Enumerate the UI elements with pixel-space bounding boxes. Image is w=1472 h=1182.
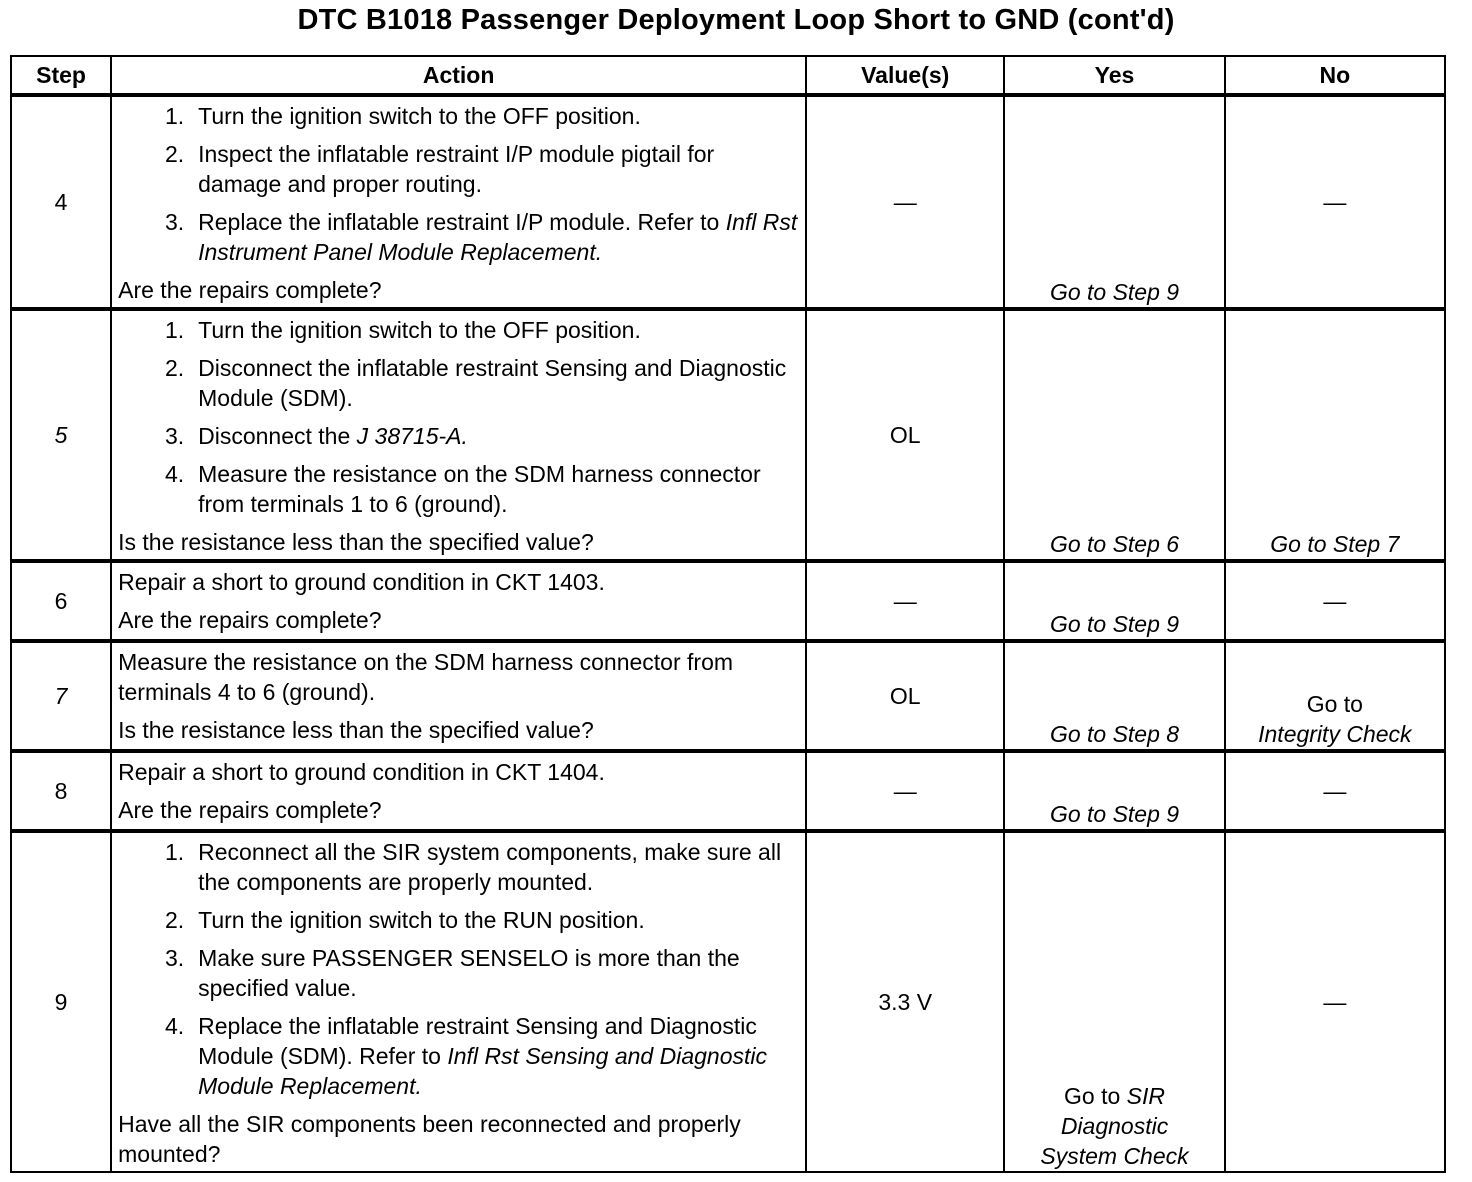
yes-cell — [1004, 309, 1224, 561]
action-cell — [111, 751, 806, 831]
table-row-step-5 — [11, 309, 1445, 561]
value-cell: — — [806, 561, 1004, 641]
action-item: 2. Turn the ignition switch to the RUN position. — [164, 907, 645, 933]
no-goto: Go to Step 7 — [1270, 531, 1400, 557]
yes-cell — [1004, 95, 1224, 309]
table-row-step-4 — [11, 95, 1445, 309]
value-cell: — — [806, 95, 1004, 309]
action-question: Have all the SIR components been reconnected and properly mounted? — [118, 1111, 741, 1167]
yes-cell — [1004, 751, 1224, 831]
page-title: DTC B1018 Passenger Deployment Loop Short to GND (cont'd) — [297, 4, 1175, 36]
yes-cell — [1004, 831, 1224, 1172]
value-cell: 3.3 V — [806, 831, 1004, 1172]
action-item: 4. Measure the resistance on the SDM harness connector from terminals 1 to 6 (ground). — [164, 461, 761, 517]
yes-goto: Go to Step 9 — [1049, 801, 1180, 827]
diagnostic-table — [10, 55, 1446, 1173]
no-cell: — — [1225, 751, 1445, 831]
yes-goto: Go to Step 6 — [1049, 531, 1180, 557]
table-row-step-9 — [11, 831, 1445, 1172]
no-cell: — — [1225, 95, 1445, 309]
header-no: No — [1225, 56, 1445, 95]
action-item: 2. Disconnect the inflatable restraint Sensing and Diagnostic Module (SDM). — [164, 355, 787, 411]
action-question: Is the resistance less than the specified value? — [118, 529, 594, 555]
action-item: 1. Reconnect all the SIR system components, make sure all the components are properly mounted. — [164, 839, 782, 895]
action-text: Repair a short to ground condition in CKT 1404. — [118, 759, 605, 785]
action-item: 2. Inspect the inflatable restraint I/P module pigtail for damage and proper routing. — [164, 141, 715, 197]
header-yes: Yes — [1004, 56, 1224, 95]
yes-cell — [1004, 561, 1224, 641]
tool-reference: J 38715-A. — [356, 423, 468, 449]
action-cell — [111, 561, 806, 641]
action-item: 3. Make sure PASSENGER SENSELO is more than the specified value. — [164, 945, 740, 1001]
no-cell: — — [1225, 561, 1445, 641]
table-row-step-8 — [11, 751, 1445, 831]
action-question: Are the repairs complete? — [118, 797, 382, 823]
action-question: Is the resistance less than the specified value? — [118, 717, 594, 743]
step-number: 4 — [11, 95, 111, 309]
action-item: 1. Turn the ignition switch to the OFF position. — [164, 103, 641, 129]
integrity-check-reference: Integrity Check — [1258, 721, 1412, 747]
action-item: 3. Disconnect the J 38715-A. — [164, 423, 468, 449]
step-number: 7 — [11, 641, 111, 751]
action-question: Are the repairs complete? — [118, 607, 382, 633]
no-goto-prefix: Go to — [1306, 691, 1363, 717]
header-row — [11, 56, 1445, 95]
no-cell — [1225, 641, 1445, 751]
action-item: 4. Replace the inflatable restraint Sensing and Diagnostic Module (SDM). Refer to Infl Rst Sensing and Diagnostic Module Replacement. — [164, 1013, 767, 1099]
sir-check-reference-line3: System Check — [1040, 1143, 1189, 1169]
step-number: 8 — [11, 751, 111, 831]
action-item: 3. Replace the inflatable restraint I/P module. Refer to Infl Rst Instrument Panel Module Replacement. — [164, 209, 798, 265]
header-action: Action — [111, 56, 806, 95]
step-number: 9 — [11, 831, 111, 1172]
reference-link: Infl Rst Instrument Panel Module Replacement. — [198, 209, 798, 265]
step-number: 6 — [11, 561, 111, 641]
sir-check-reference-line2: Diagnostic — [1060, 1113, 1169, 1139]
no-cell: — — [1225, 831, 1445, 1172]
header-step: Step — [11, 56, 111, 95]
action-cell — [111, 831, 806, 1172]
action-cell — [111, 641, 806, 751]
value-cell: OL — [806, 641, 1004, 751]
action-item: 1. Turn the ignition switch to the OFF position. — [164, 317, 641, 343]
step-number: 5 — [11, 309, 111, 561]
table-row-step-7 — [11, 641, 1445, 751]
action-text: Repair a short to ground condition in CKT 1403. — [118, 569, 605, 595]
action-question: Are the repairs complete? — [118, 277, 382, 303]
value-cell: — — [806, 751, 1004, 831]
header-values: Value(s) — [806, 56, 1004, 95]
yes-goto: Go to Step 9 — [1049, 611, 1180, 637]
reference-link: Infl Rst Sensing and Diagnostic Module Replacement. — [198, 1043, 767, 1099]
action-cell — [111, 309, 806, 561]
action-cell — [111, 95, 806, 309]
yes-goto: Go to Step 9 — [1049, 279, 1180, 305]
value-cell: OL — [806, 309, 1004, 561]
yes-cell — [1004, 641, 1224, 751]
action-text: Measure the resistance on the SDM harness connector from terminals 4 to 6 (ground). — [118, 649, 734, 705]
yes-goto: Go to Step 8 — [1049, 721, 1180, 747]
yes-goto: Go to SIR — [1064, 1083, 1165, 1109]
table-row-step-6 — [11, 561, 1445, 641]
no-cell — [1225, 309, 1445, 561]
